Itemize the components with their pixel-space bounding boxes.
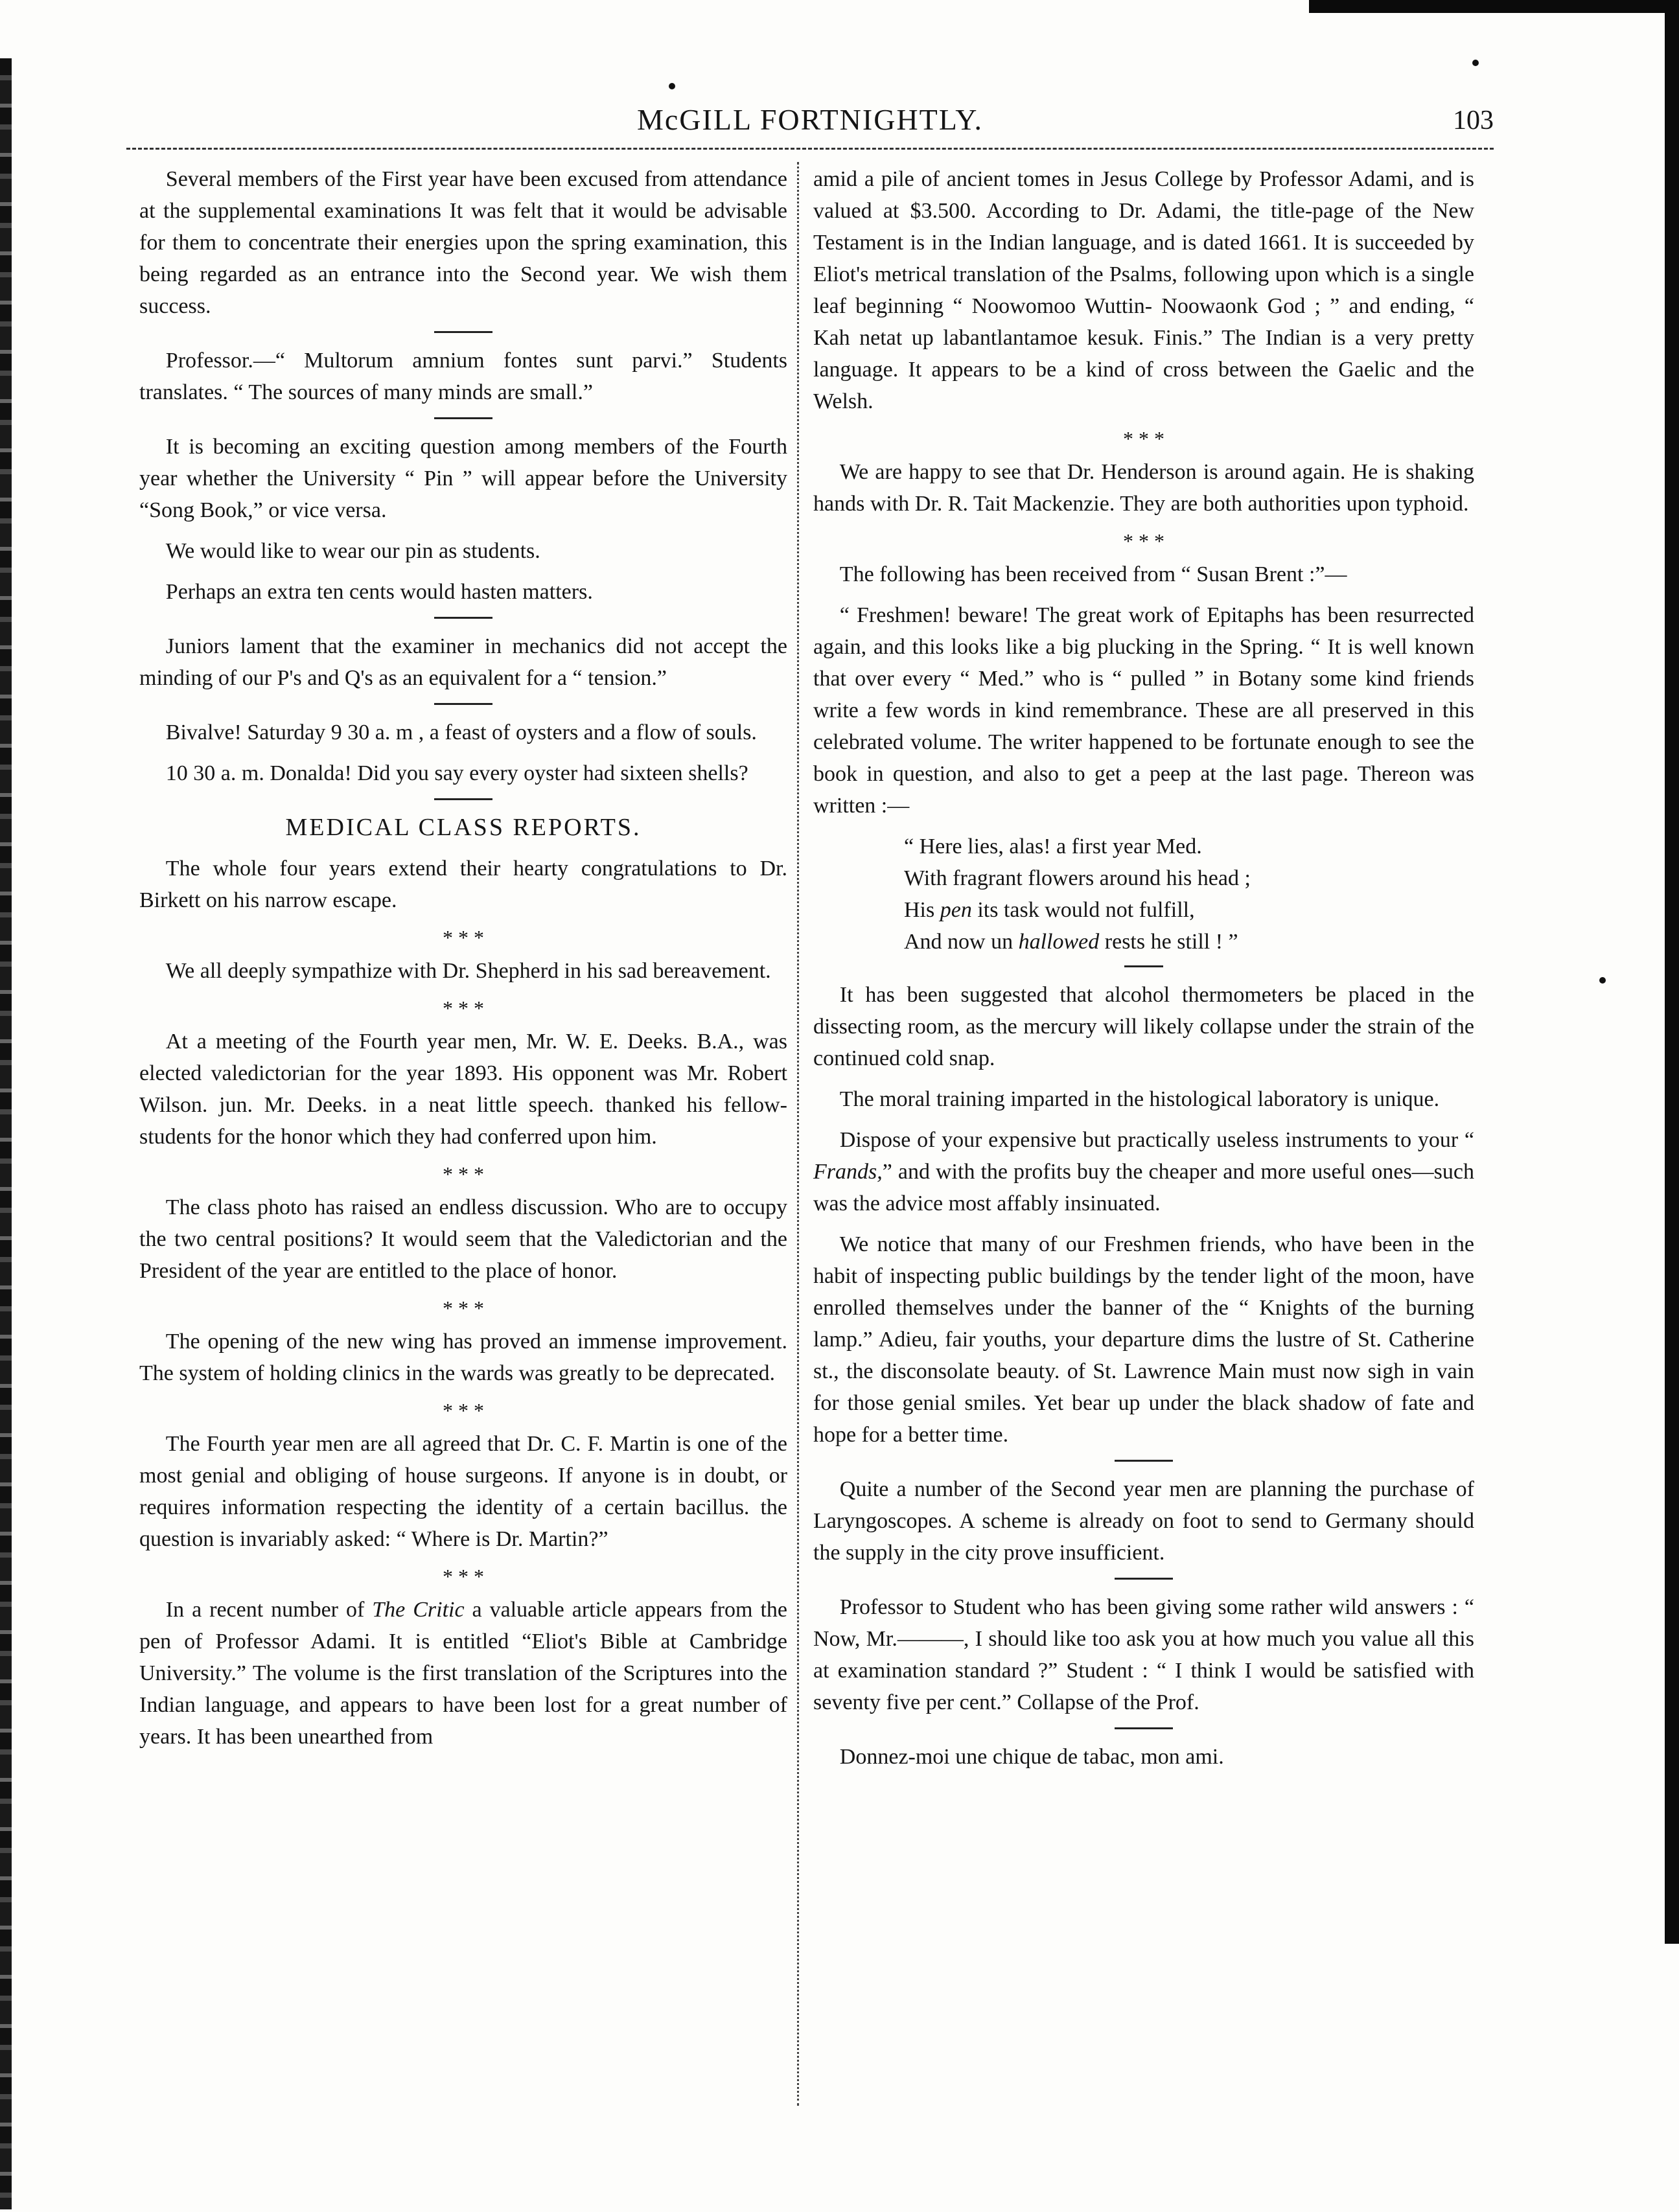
verse-line: “ Here lies, alas! a first year Med. xyxy=(904,835,1202,858)
paragraph: amid a pile of ancient tomes in Jesus College by Professor Adami, and is valued at $3.500. According to Dr. Adami, the title-page of the New Testament is in the Indian language, and is dated 1661. It is succeeded by Eliot's metrical translation of the Psalms, following upon which is a single leaf beginning “ Noowomoo Wuttin- Noowaonk God ; ” and ending, “ Kah netat up labantlantamoe kesuk. Finis.” The Indian is a very pretty language. It appears to be a kind of cross between the Gaelic and the Welsh. xyxy=(813,167,1474,413)
paragraph: We notice that many of our Freshmen friends, who have been in the habit of inspecting public buildings by the tender light of the moon, have enrolled themselves under the banner of the “ Knights of the burning lamp.” Adieu, fair youths, your departure dims the lustre of St. Catherine st., the disconsolate beauty. of St. Lawrence Main must now sigh in vain for those genial smiles. Yet bear up under the black shadow of fate and hope for a better time. xyxy=(813,1232,1474,1447)
paragraph: The Fourth year men are all agreed that Dr. C. F. Martin is one of the most genial and obliging of house surgeons. If anyone is in doubt, or requires information respecting the identity of a certain bacillus. the question is invariably asked: “ Where is Dr. Martin?” xyxy=(139,1432,787,1551)
asterism: * * * xyxy=(443,1162,484,1186)
right-column xyxy=(813,163,1474,1782)
paragraph xyxy=(139,1594,787,1753)
paragraph: At a meeting of the Fourth year men, Mr. W. E. Deeks. B.A., was elected valedictorian for the year 1893. His opponent was Mr. Robert Wilson. jun. Mr. Deeks. in a neat little speech. thanked his fellow-students for the honor which they had conferred upon him. xyxy=(139,1030,787,1149)
paragraph: Quite a number of the Second year men are planning the purchase of Laryngoscopes. A scheme is already on foot to send to Germany should the supply in the city prove insufficient. xyxy=(813,1477,1474,1565)
separator-rule xyxy=(434,798,492,800)
separator-rule xyxy=(434,417,492,419)
paragraph: Professor.—“ Multorum amnium fontes sunt parvi.” Students translates. “ The sources of many minds are small.” xyxy=(139,349,787,404)
text-run: rests he still ! ” xyxy=(1099,930,1238,954)
separator-rule xyxy=(1115,1460,1173,1462)
scan-speck xyxy=(1599,977,1606,984)
verse-line xyxy=(904,894,1474,926)
paragraph: The whole four years extend their hearty congratulations to Dr. Birkett on his narrow escape. xyxy=(139,857,787,912)
paragraph: We would like to wear our pin as students. xyxy=(165,539,540,563)
paragraph: “ Freshmen! beware! The great work of Epitaphs has been resurrected again, and this looks like a big plucking in the Spring. “ It is well known that over every “ Med.” who is “ pulled ” in Botany some kind friends write a few words in kind remembrance. These are all preserved in this celebrated volume. The writer happened to be fortunate enough to see the book in question, and also to get a peep at the last page. Thereon was written :— xyxy=(813,603,1474,818)
scan-edge-left xyxy=(0,58,12,2209)
header-rule xyxy=(126,148,1494,150)
verse-line: With fragrant flowers around his head ; xyxy=(904,866,1251,890)
paragraph: The opening of the new wing has proved an immense improvement. The system of holding clinics in the wards was greatly to be deprecated. xyxy=(139,1330,787,1385)
scan-edge-top xyxy=(1309,0,1679,13)
separator-rule xyxy=(1115,1727,1173,1729)
paragraph: 10 30 a. m. Donalda! Did you say every oyster had sixteen shells? xyxy=(165,761,748,785)
asterism: * * * xyxy=(443,1399,484,1422)
paragraph: We all deeply sympathize with Dr. Shepherd in his sad bereavement. xyxy=(165,959,771,983)
asterism: * * * xyxy=(443,1565,484,1588)
asterism: * * * xyxy=(443,997,484,1020)
text-run: its task would not fulfill, xyxy=(971,898,1195,922)
paragraph: Donnez-moi une chique de tabac, mon ami. xyxy=(839,1745,1224,1769)
paragraph: Perhaps an extra ten cents would hasten matters. xyxy=(165,580,593,604)
text-run: In a recent number of xyxy=(165,1598,373,1622)
paragraph: The class photo has raised an endless discussion. Who are to occupy the two central positions? It would seem that the Valedictorian and the President of the year are entitled to the place of honor. xyxy=(139,1195,787,1283)
paragraph: Several members of the First year have been excused from attendance at the supplemental examinations It was felt that it would be advisable for them to concentrate their energies upon the spring examination, this being regarded as an entrance into the Second year. We wish them success. xyxy=(139,167,787,318)
asterism: * * * xyxy=(1123,427,1164,450)
column-separator xyxy=(797,162,799,2106)
asterism: * * * xyxy=(1123,529,1164,553)
epitaph-verse xyxy=(904,831,1474,958)
paragraph: It has been suggested that alcohol thermometers be placed in the dissecting room, as the mercury will likely collapse under the strain of the continued cold snap. xyxy=(813,983,1474,1070)
paragraph: The following has been received from “ Susan Brent :”— xyxy=(839,562,1347,586)
section-heading: MEDICAL CLASS REPORTS. xyxy=(285,814,642,841)
text-run: And now un xyxy=(904,930,1019,954)
asterism: * * * xyxy=(443,1296,484,1320)
page-number: 103 xyxy=(1453,106,1494,135)
separator-rule xyxy=(434,331,492,333)
italic-word: Frands, xyxy=(813,1160,883,1184)
text-run: ” and with the profits buy the cheaper and more useful ones—such was the advice most affably insinuated. xyxy=(813,1160,1474,1215)
page-header xyxy=(126,97,1494,143)
asterism: * * * xyxy=(443,926,484,949)
text-run: a valuable article appears from the pen of Professor Adami. It is entitled “Eliot's Bible at Cambridge University.” The volume is the first translation of the Scriptures into the Indian language, and appears to have been lost for a great number of years. It has been unearthed from xyxy=(139,1598,788,1749)
paragraph: Bivalve! Saturday 9 30 a. m , a feast of oysters and a flow of souls. xyxy=(165,720,757,744)
italic-title: The Critic xyxy=(372,1598,465,1622)
paragraph: It is becoming an exciting question among members of the Fourth year whether the University “ Pin ” will appear before the University “Song Book,” or vice versa. xyxy=(139,435,787,522)
scan-speck xyxy=(669,83,675,89)
separator-rule xyxy=(434,703,492,705)
scan-edge-right xyxy=(1665,0,1679,1944)
text-run: His xyxy=(904,898,940,922)
verse-line xyxy=(904,926,1474,958)
italic-word: hallowed xyxy=(1018,930,1100,954)
running-title: McGILL FORTNIGHTLY. xyxy=(636,103,984,136)
text-run: Dispose of your expensive but practically useless instruments to your “ xyxy=(839,1128,1474,1152)
italic-word: pen xyxy=(940,898,972,922)
separator-rule xyxy=(434,617,492,619)
paragraph xyxy=(813,1124,1474,1219)
paragraph: We are happy to see that Dr. Henderson is around again. He is shaking hands with Dr. R. Tait Mackenzie. They are both authorities upon typhoid. xyxy=(813,460,1474,516)
paragraph: Professor to Student who has been giving some rather wild answers : “ Now, Mr.———, I should like too ask you at how much you value all this at examination standard ?” Student : “ I think I would be satisfied with seventy five per cent.” Collapse of the Prof. xyxy=(813,1595,1474,1714)
left-column xyxy=(139,163,787,1762)
paragraph: Juniors lament that the examiner in mechanics did not accept the minding of our P's and Q's as an equivalent for a “ tension.” xyxy=(139,634,787,690)
separator-rule xyxy=(1124,965,1163,967)
paragraph: The moral training imparted in the histological laboratory is unique. xyxy=(839,1087,1440,1111)
scan-speck xyxy=(1472,60,1479,66)
separator-rule xyxy=(1115,1578,1173,1580)
